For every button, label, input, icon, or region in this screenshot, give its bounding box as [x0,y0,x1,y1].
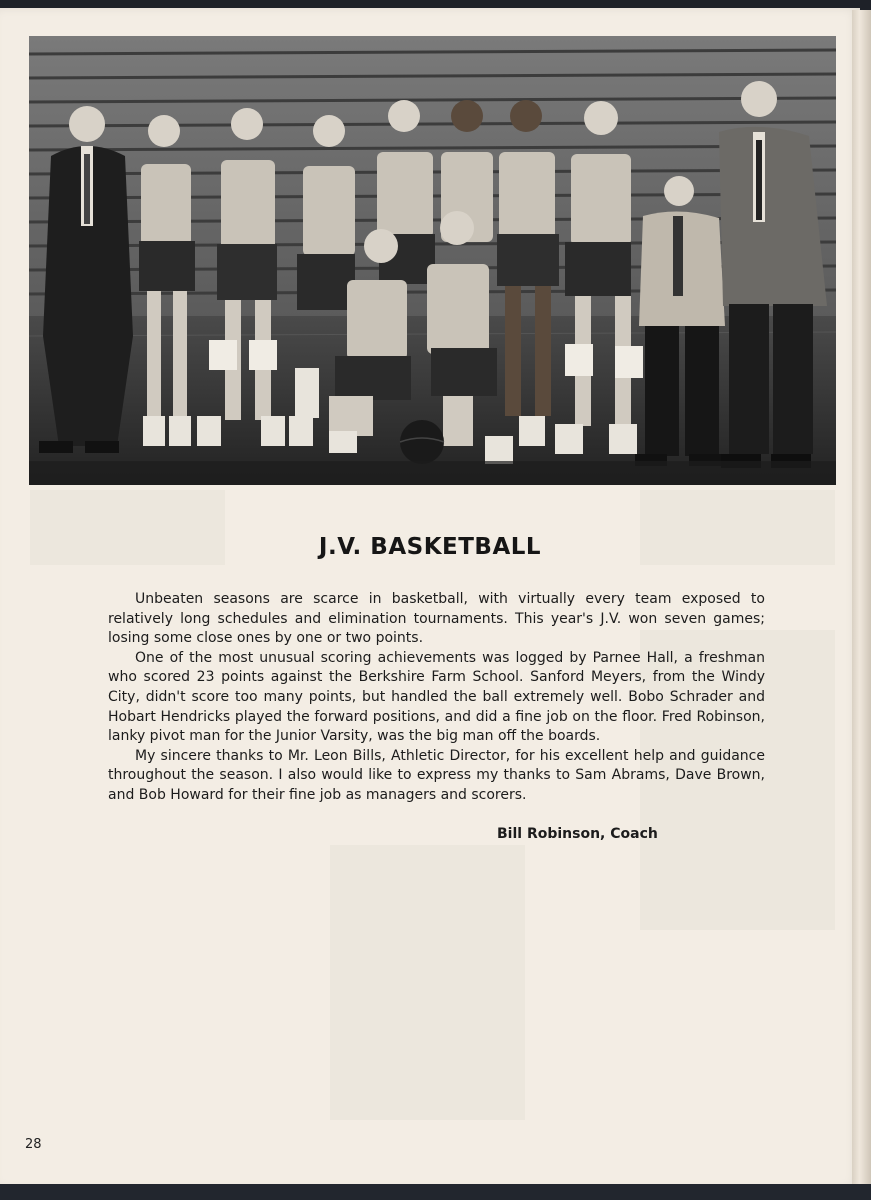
page-title: J.V. BASKETBALL [318,534,542,560]
page-edge [852,10,871,1188]
basketball-icon [400,420,444,464]
author-signature: Bill Robinson, Coach [497,826,658,842]
paragraph: Unbeaten seasons are scarce in basketball, with virtually every team exposed to relatively long schedules and elimination tournaments. This year's J.V. won seven games; losing some close ones by one or two points. [108,591,765,647]
team-photo-illustration [29,36,836,485]
paragraph: One of the most unusual scoring achievements was logged by Parnee Hall, a freshman who scored 23 points against the Berkshire Farm School. Sanford Meyers, from the Windy City, didn't score too many points, but handled the ball extremely well. Bobo Schrader and Hobart Hendricks played the forward positions, and did a fine job on the floor. Fred Robinson, lanky pivot man for the Junior Varsity, was the big man off the boards. [108,649,765,745]
paragraph: My sincere thanks to Mr. Leon Bills, Athletic Director, for his excellent help and guidance throughout the season. I also would like to express my thanks to Sam Abrams, Dave Brown, and Bob Howard for their fine job as managers and scorers. [108,747,765,803]
person-silhouette [39,106,133,453]
article-body [108,590,765,806]
team-photo [29,36,836,485]
page-number: 28 [25,1137,42,1152]
binding-edge [0,1184,871,1200]
bleed-through-block [330,845,525,1120]
